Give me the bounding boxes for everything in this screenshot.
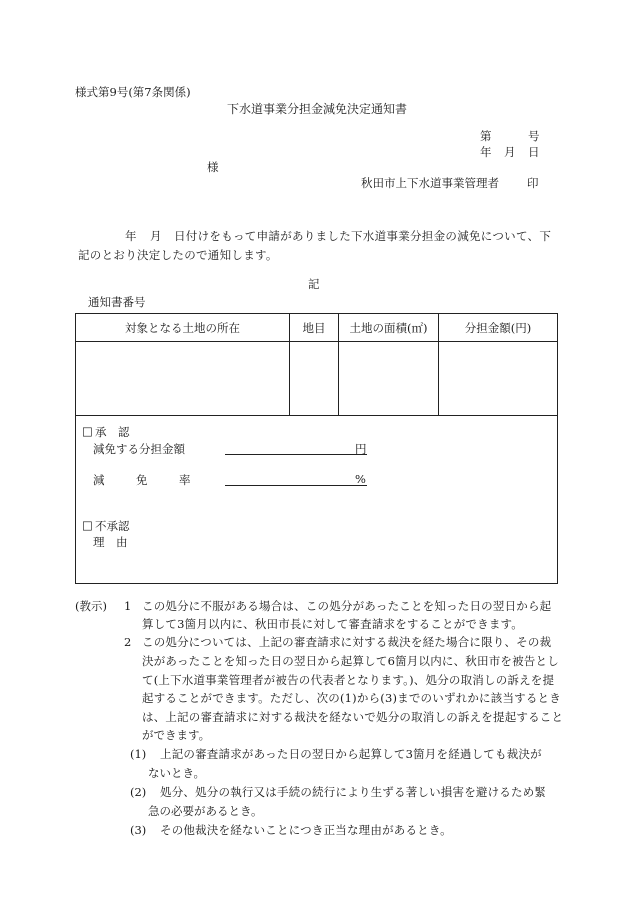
- number-dai: 第: [480, 129, 492, 143]
- reject-label: 不承認: [95, 519, 130, 533]
- reason-label: 理 由: [93, 535, 128, 549]
- sub-note-2-number: (2): [130, 785, 147, 799]
- table-row: [76, 342, 558, 416]
- reduced-amount-field[interactable]: [225, 454, 367, 455]
- ki-heading: 記: [308, 277, 320, 291]
- note-2-line-6: ができます。: [142, 728, 211, 742]
- note-2-line-1: この処分については、上記の審査請求に対する裁決を経た場合に限り、その裁: [142, 635, 552, 649]
- seal-mark: 印: [527, 176, 539, 190]
- land-table: [75, 313, 558, 584]
- cell-land-category[interactable]: [290, 342, 339, 416]
- table-header-row: [76, 314, 558, 342]
- document-title: 下水道事業分担金減免決定通知書: [227, 102, 408, 116]
- date-tsuki: 月: [504, 145, 516, 159]
- body-line-1: 日付けをもって申請がありました下水道事業分担金の減免について、下: [174, 229, 552, 243]
- cell-location[interactable]: [76, 342, 290, 416]
- rate-label-ritsu: 率: [179, 473, 191, 487]
- note-2-number: 2: [124, 635, 132, 649]
- sub-note-3-number: (3): [130, 823, 147, 837]
- note-2-line-4: 起することができます。ただし、次の(1)から(3)までのいずれかに該当するとき: [142, 691, 561, 705]
- body-line-2: 記のとおり決定したので通知します。: [78, 248, 278, 262]
- sub-note-2-line-2: 急の必要があるとき。: [148, 804, 263, 818]
- body-date-tsuki: 月: [150, 229, 162, 243]
- instructions-label: (教示): [75, 599, 107, 613]
- percent-unit: %: [355, 472, 366, 486]
- note-2-line-3: て(上下水道事業管理者が被告の代表者となります。)、処分の取消しの訴えを提: [142, 673, 555, 687]
- body-date-nen: 年: [125, 229, 137, 243]
- header-land-category: 地目: [290, 314, 339, 342]
- number-gou: 号: [528, 129, 540, 143]
- note-2-line-5: は、上記の審査請求に対する裁決を経ないで処分の取消しの訴えを提起すること: [142, 710, 564, 724]
- approve-label: 承 認: [95, 425, 130, 439]
- cell-charge-amount[interactable]: [439, 342, 558, 416]
- header-charge-amount: 分担金額(円): [439, 314, 558, 342]
- header-location: 対象となる土地の所在: [76, 314, 290, 342]
- reduced-amount-label: 減免する分担金額: [93, 442, 185, 456]
- reduction-rate-field[interactable]: [225, 485, 367, 486]
- approval-row: [76, 416, 558, 584]
- sub-note-3-line-1: その他裁決を経ないことにつき正当な理由があるとき。: [160, 823, 452, 837]
- sub-note-1-number: (1): [130, 747, 147, 761]
- approve-checkbox[interactable]: □: [82, 424, 93, 438]
- note-1-number: 1: [124, 599, 132, 613]
- recipient-sama: 様: [207, 160, 219, 174]
- date-nen: 年: [480, 145, 492, 159]
- sub-note-1-line-2: ないとき。: [148, 766, 206, 780]
- reject-checkbox[interactable]: □: [82, 518, 93, 532]
- note-1-line-1: この処分に不服がある場合は、この処分があったことを知った日の翌日から起: [142, 599, 552, 613]
- notice-number-label: 通知書番号: [88, 295, 146, 309]
- cell-land-area[interactable]: [339, 342, 439, 416]
- sub-note-2-line-1: 処分、処分の執行又は手続の続行により生ずる著しい損害を避けるため緊: [160, 785, 547, 799]
- note-2-line-2: 決があったことを知った日の翌日から起算して6箇月以内に、秋田市を被告とし: [142, 654, 559, 668]
- note-1-line-2: 算して3箇月以内に、秋田市長に対して審査請求をすることができます。: [142, 617, 523, 631]
- header-land-area: 土地の面積(㎡): [339, 314, 439, 342]
- form-number: 様式第9号(第7条関係): [75, 85, 191, 99]
- date-hi: 日: [528, 145, 540, 159]
- sub-note-1-line-1: 上記の審査請求があった日の翌日から起算して3箇月を経過しても裁決が: [160, 747, 542, 761]
- rate-label-men: 免: [136, 473, 148, 487]
- rate-label-gen: 減: [93, 473, 105, 487]
- yen-unit: 円: [355, 442, 367, 456]
- issuer-name: 秋田市上下水道事業管理者: [361, 176, 499, 190]
- approval-section: [76, 416, 558, 584]
